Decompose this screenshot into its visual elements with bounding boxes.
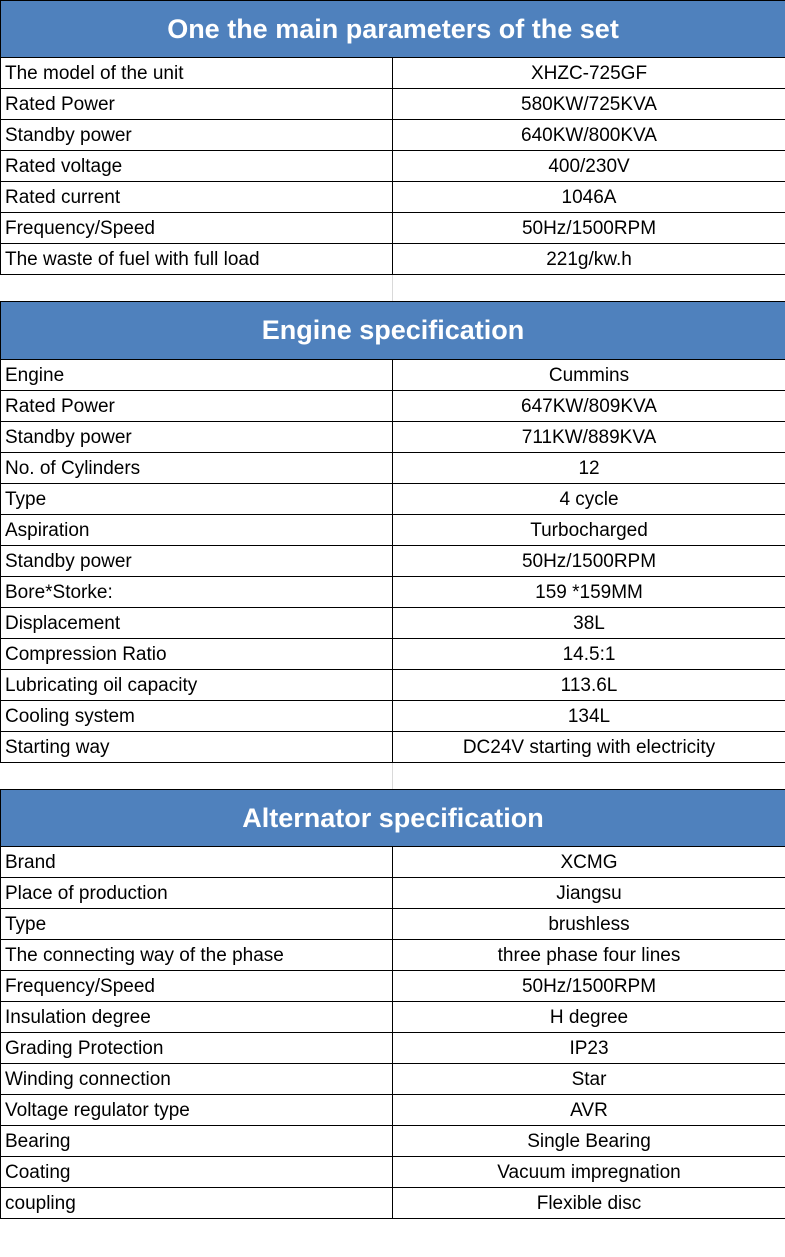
spec-value: Flexible disc: [393, 1188, 785, 1219]
section-title: One the main parameters of the set: [1, 1, 785, 58]
spec-value: Jiangsu: [393, 878, 785, 909]
spec-row: [1, 1188, 785, 1219]
spec-value: 50Hz/1500RPM: [393, 213, 785, 244]
spec-row: [1, 878, 785, 909]
spec-value: DC24V starting with electricity: [393, 732, 785, 763]
spec-value: 1046A: [393, 182, 785, 213]
spec-label: Coating: [1, 1157, 393, 1188]
spec-value: 4 cycle: [393, 484, 785, 515]
spec-label: Engine: [1, 360, 393, 391]
spec-value: 134L: [393, 701, 785, 732]
section-header-engine-specification: [1, 302, 785, 360]
spec-row: [1, 971, 785, 1002]
spec-value: Cummins: [393, 360, 785, 391]
spec-label: Brand: [1, 847, 393, 878]
spec-row: [1, 732, 785, 763]
spec-row: [1, 391, 785, 422]
spec-label: The waste of fuel with full load: [1, 244, 393, 275]
spec-row: [1, 670, 785, 701]
spec-row: [1, 1002, 785, 1033]
spec-value: Turbocharged: [393, 515, 785, 546]
spec-label: Voltage regulator type: [1, 1095, 393, 1126]
spec-value: 14.5:1: [393, 639, 785, 670]
spec-value: Single Bearing: [393, 1126, 785, 1157]
spec-table-body: [1, 1, 785, 1219]
spec-label: Place of production: [1, 878, 393, 909]
spec-value: 50Hz/1500RPM: [393, 546, 785, 577]
spec-label: Frequency/Speed: [1, 213, 393, 244]
spec-row: [1, 58, 785, 89]
spec-label: Standby power: [1, 120, 393, 151]
section-title: Engine specification: [1, 302, 785, 360]
spec-label: No. of Cylinders: [1, 453, 393, 484]
spec-label: Bore*Storke:: [1, 577, 393, 608]
spec-value: 580KW/725KVA: [393, 89, 785, 120]
spec-label: Rated Power: [1, 89, 393, 120]
spec-row: [1, 151, 785, 182]
spacer-row: [1, 763, 785, 790]
spec-value: 12: [393, 453, 785, 484]
spec-value: IP23: [393, 1033, 785, 1064]
spec-row: [1, 1033, 785, 1064]
spec-value: Star: [393, 1064, 785, 1095]
section-header-alternator-specification: [1, 790, 785, 847]
spec-row: [1, 546, 785, 577]
spacer-cell: [393, 763, 785, 790]
spec-row: [1, 608, 785, 639]
spec-value: H degree: [393, 1002, 785, 1033]
spec-label: Rated Power: [1, 391, 393, 422]
spec-row: [1, 213, 785, 244]
spec-value: Vacuum impregnation: [393, 1157, 785, 1188]
spec-row: [1, 1064, 785, 1095]
spec-row: [1, 422, 785, 453]
spec-row: [1, 1157, 785, 1188]
spec-label: Type: [1, 909, 393, 940]
spec-value: 221g/kw.h: [393, 244, 785, 275]
spec-value: brushless: [393, 909, 785, 940]
spec-value: XCMG: [393, 847, 785, 878]
spacer-cell: [1, 763, 393, 790]
spec-label: The connecting way of the phase: [1, 940, 393, 971]
spec-value: three phase four lines: [393, 940, 785, 971]
spec-label: Insulation degree: [1, 1002, 393, 1033]
spec-label: Standby power: [1, 546, 393, 577]
spec-label: Cooling system: [1, 701, 393, 732]
spec-row: [1, 360, 785, 391]
spec-label: Standby power: [1, 422, 393, 453]
spec-value: AVR: [393, 1095, 785, 1126]
spec-value: 38L: [393, 608, 785, 639]
spec-label: Lubricating oil capacity: [1, 670, 393, 701]
spec-value: 50Hz/1500RPM: [393, 971, 785, 1002]
spec-row: [1, 940, 785, 971]
section-title: Alternator specification: [1, 790, 785, 847]
spec-row: [1, 639, 785, 670]
spacer-row: [1, 275, 785, 302]
spec-row: [1, 1095, 785, 1126]
spec-value: 113.6L: [393, 670, 785, 701]
section-header-one-the-main-parameters-of-the-set: [1, 1, 785, 58]
spec-label: Bearing: [1, 1126, 393, 1157]
spec-row: [1, 515, 785, 546]
spec-value: 640KW/800KVA: [393, 120, 785, 151]
spec-value: 711KW/889KVA: [393, 422, 785, 453]
spec-row: [1, 847, 785, 878]
spec-row: [1, 89, 785, 120]
spec-label: Aspiration: [1, 515, 393, 546]
spec-row: [1, 909, 785, 940]
spec-value: 647KW/809KVA: [393, 391, 785, 422]
spec-label: Rated voltage: [1, 151, 393, 182]
spec-label: The model of the unit: [1, 58, 393, 89]
spec-row: [1, 1126, 785, 1157]
spec-label: Frequency/Speed: [1, 971, 393, 1002]
spec-label: coupling: [1, 1188, 393, 1219]
spec-value: XHZC-725GF: [393, 58, 785, 89]
spec-row: [1, 453, 785, 484]
spec-row: [1, 244, 785, 275]
spec-row: [1, 484, 785, 515]
spec-label: Compression Ratio: [1, 639, 393, 670]
spec-label: Displacement: [1, 608, 393, 639]
spec-label: Winding connection: [1, 1064, 393, 1095]
spec-label: Grading Protection: [1, 1033, 393, 1064]
spec-label: Starting way: [1, 732, 393, 763]
spacer-cell: [1, 275, 393, 302]
spec-value: 159 *159MM: [393, 577, 785, 608]
spec-row: [1, 701, 785, 732]
spacer-cell: [393, 275, 785, 302]
spec-row: [1, 577, 785, 608]
spec-label: Rated current: [1, 182, 393, 213]
spec-label: Type: [1, 484, 393, 515]
spec-row: [1, 120, 785, 151]
spec-row: [1, 182, 785, 213]
spec-value: 400/230V: [393, 151, 785, 182]
